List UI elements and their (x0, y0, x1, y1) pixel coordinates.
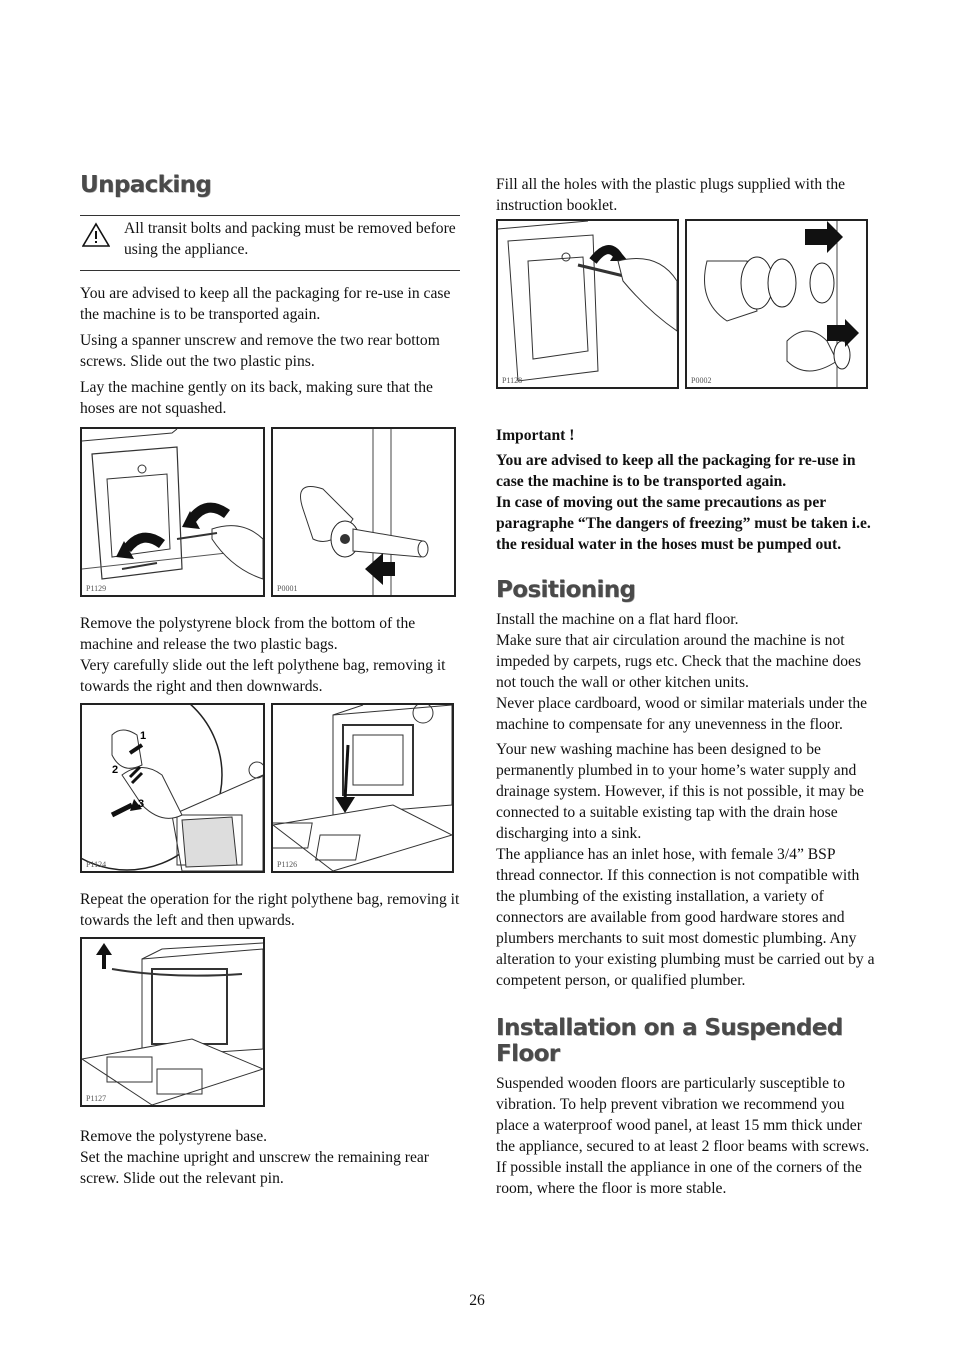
figure-code: P1127 (86, 1094, 107, 1103)
figure-insert-plugs (685, 219, 868, 389)
illustration-plastic-pin (273, 429, 454, 595)
illustration-polythene-bag-down (273, 705, 452, 871)
figure-polythene-bag-left (80, 703, 265, 873)
important-text-2: In case of moving out the same precautions as per paragraphe “The dangers of freezing” must be taken i.e. the residual water in the hoses must be pumped out. (496, 494, 871, 553)
right-column (496, 174, 876, 1199)
positioning-p4: Your new washing machine has been designed to be permanently plumbed in to your home’s water supply and drainage system. However, if this is not possible, it may be connected to a suitable existing tap with the drain hose discharging into a sink. (496, 741, 864, 842)
step-label-3: 3 (138, 798, 145, 810)
figure-code: P1124 (86, 860, 107, 869)
unpacking-p8: Set the machine upright and unscrew the remaining rear screw. Slide out the relevant pin. (80, 1149, 430, 1187)
illustration-insert-plugs (687, 221, 866, 387)
unpacking-p5: Very carefully slide out the left polythene bag, removing it towards the right and then downwards. (80, 657, 446, 695)
illustration-polythene-bag-up (82, 939, 263, 1105)
unpacking-p4: Remove the polystyrene block from the bottom of the machine and release the two plastic bags. (80, 615, 416, 653)
suspended-floor-heading: Installation on a Suspended Floor (496, 1015, 843, 1067)
positioning-p3: Never place cardboard, wood or similar materials under the machine to compensate for any unevenness in the floor. (496, 695, 868, 733)
suspended-floor-p1: Suspended wooden floors are particularly susceptible to vibration. To help prevent vibration we recommend you place a waterproof wood panel, at least 15 mm thick under the appliance, secured to at least 2 floor beams with screws. If possible install the appliance in one of the corners of the room, where the floor is more stable. (496, 1075, 870, 1197)
figure-code: P1129 (86, 584, 107, 593)
unpacking-p6: Repeat the operation for the right polythene bag, removing it towards the left and then upwards. (80, 891, 460, 929)
illustration-plastic-plugs-screwdriver (498, 221, 677, 387)
important-notice (496, 425, 876, 555)
unpacking-heading: Unpacking (80, 172, 212, 198)
illustration-rear-screws (82, 429, 263, 595)
figure-code: P0001 (277, 584, 298, 593)
warning-text: All transit bolts and packing must be removed before using the appliance. (124, 220, 456, 258)
unpacking-p1: You are advised to keep all the packaging for re-use in case the machine is to be transported again. (80, 285, 451, 323)
figure-polythene-bag-up (80, 937, 265, 1107)
page-number: 26 (469, 1292, 485, 1309)
fill-holes-text: Fill all the holes with the plastic plugs supplied with the instruction booklet. (496, 176, 846, 214)
figure-rear-screws (80, 427, 265, 597)
figure-plastic-pin (271, 427, 456, 597)
positioning-p1: Install the machine on a flat hard floor. (496, 611, 739, 628)
positioning-p2: Make sure that air circulation around the machine is not impeded by carpets, rugs etc. Check that the machine does not touch the wall or other kitchen units. (496, 632, 862, 691)
left-column (80, 172, 460, 1189)
figure-code: P0002 (691, 376, 712, 385)
figure-code: P1128 (502, 376, 523, 385)
warning-box (80, 215, 460, 271)
warning-triangle-icon (82, 222, 110, 248)
important-text-1: You are advised to keep all the packaging for re-use in case the machine is to be transported again. (496, 452, 856, 490)
step-label-2: 2 (112, 764, 119, 776)
illustration-polythene-bag-left (82, 705, 263, 871)
step-label-1: 1 (140, 730, 147, 742)
unpacking-p7: Remove the polystyrene base. (80, 1128, 268, 1145)
positioning-heading: Positioning (496, 577, 636, 603)
positioning-p5: The appliance has an inlet hose, with female 3/4” BSP thread connector. If this connection is not compatible with the plumbing of the existing installation, a variety of connectors are available from good hardware stores and plumbers merchants to suit most domestic plumbing. Any alteration to your existing plumbing must be carried out by a competent person, or qualified plumber. (496, 846, 875, 989)
important-title: Important ! (496, 427, 575, 444)
figure-plastic-plugs-screwdriver (496, 219, 679, 389)
unpacking-p3: Lay the machine gently on its back, making sure that the hoses are not squashed. (80, 379, 433, 417)
figure-polythene-bag-down (271, 703, 454, 873)
figure-code: P1126 (277, 860, 298, 869)
unpacking-p2: Using a spanner unscrew and remove the two rear bottom screws. Slide out the two plastic pins. (80, 332, 440, 370)
